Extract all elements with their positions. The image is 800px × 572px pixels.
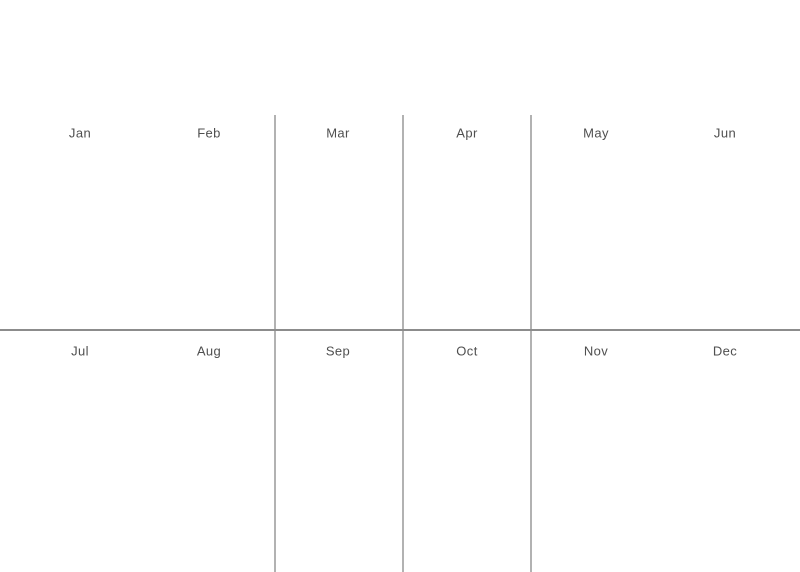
half-year-divider: [0, 329, 800, 331]
month-label-dec: Dec: [712, 343, 738, 359]
column-divider-2: [402, 115, 404, 572]
month-label-jul: Jul: [71, 343, 89, 359]
column-divider-1: [274, 115, 276, 572]
month-label-mar: Mar: [326, 125, 350, 141]
month-label-jun: Jun: [713, 125, 737, 141]
month-label-may: May: [583, 125, 609, 141]
month-label-feb: Feb: [197, 125, 221, 141]
month-label-oct: Oct: [456, 343, 478, 359]
month-label-jan: Jan: [68, 125, 92, 141]
month-label-aug: Aug: [196, 343, 222, 359]
month-label-sep: Sep: [325, 343, 351, 359]
column-divider-3: [530, 115, 532, 572]
month-label-apr: Apr: [456, 125, 478, 141]
month-label-nov: Nov: [583, 343, 609, 359]
